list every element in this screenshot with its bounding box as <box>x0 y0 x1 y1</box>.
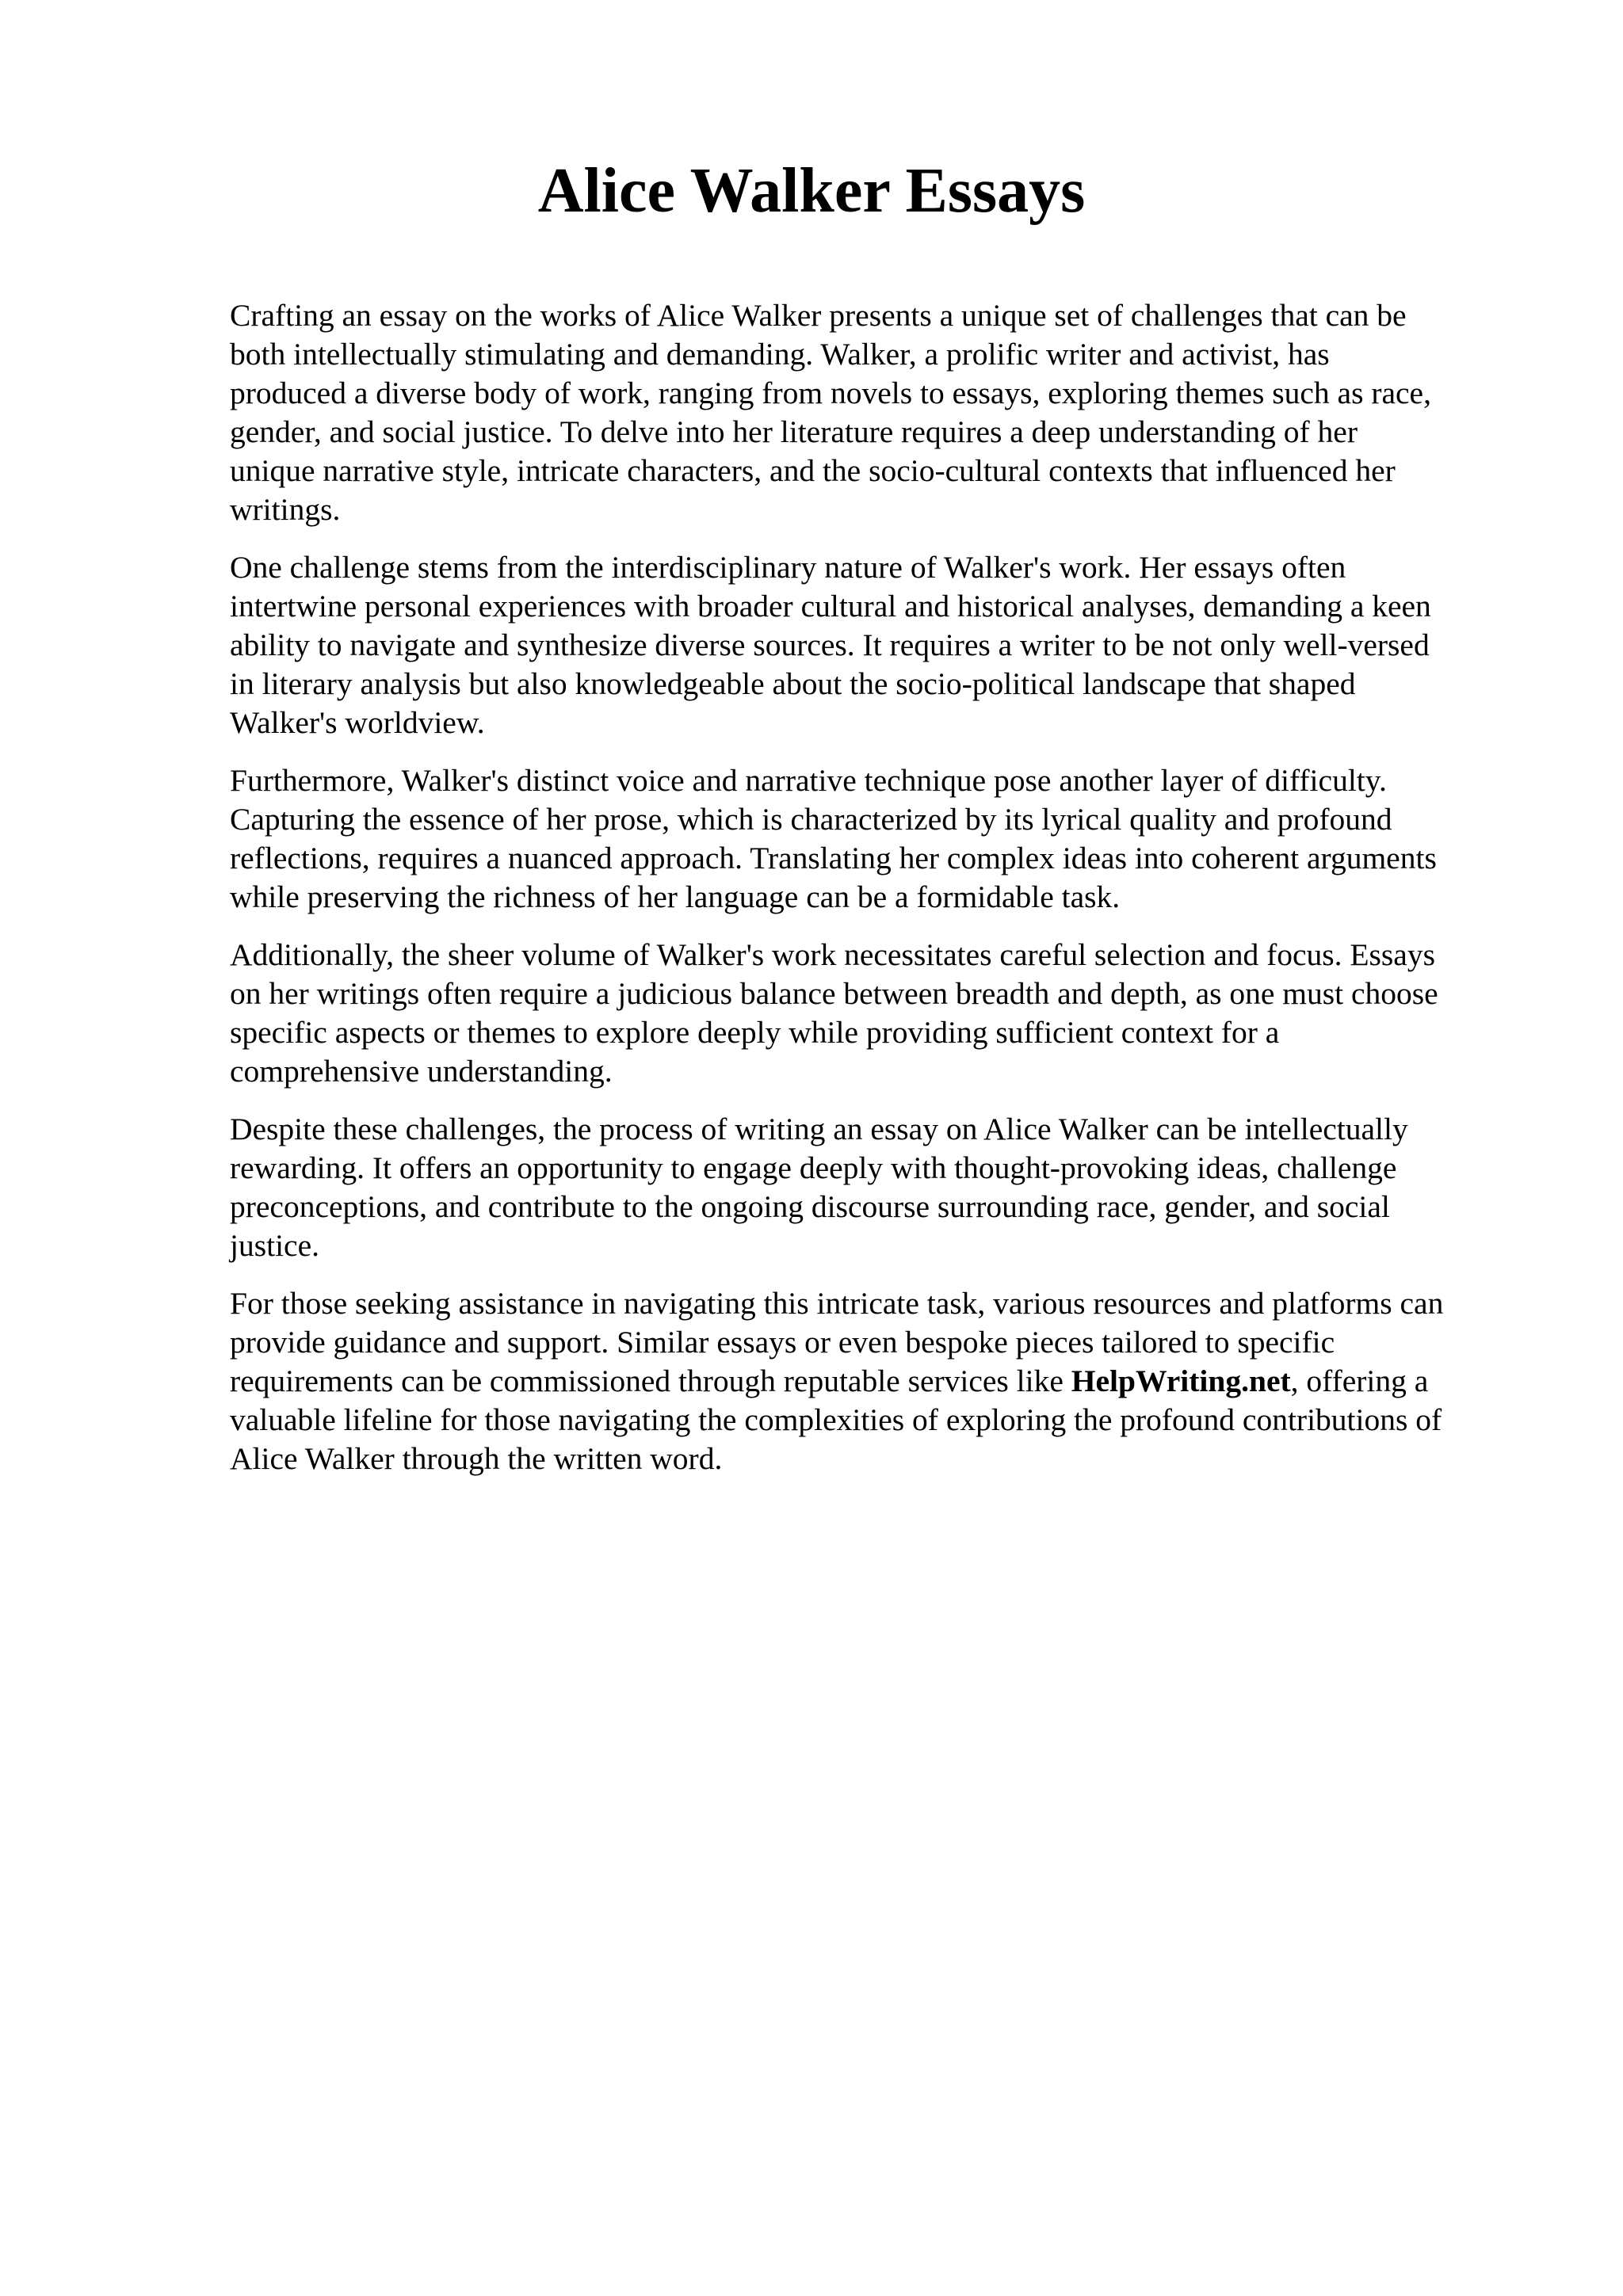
text-line: unique narrative style, intricate characters, and the socio-cultural contexts that influenced her <box>230 453 1396 488</box>
helpwriting-link[interactable]: HelpWriting.net <box>1071 1363 1291 1398</box>
text-line: For those seeking assistance in navigating this intricate task, various resources and platforms can <box>230 1286 1444 1321</box>
text-segment: requirements can be commissioned through reputable services like <box>230 1363 1071 1398</box>
paragraph-rewarding <box>230 1110 1529 1265</box>
text-line: comprehensive understanding. <box>230 1054 613 1089</box>
text-line: writings. <box>230 492 341 527</box>
text-line: Furthermore, Walker's distinct voice and narrative technique pose another layer of difficulty. <box>230 763 1387 798</box>
text-line: while preserving the richness of her language can be a formidable task. <box>230 879 1121 914</box>
text-line: provide guidance and support. Similar essays or even bespoke pieces tailored to specific <box>230 1325 1335 1360</box>
text-line: Crafting an essay on the works of Alice Walker presents a unique set of challenges that can be <box>230 298 1407 333</box>
document-body <box>230 296 1529 1497</box>
text-line: Despite these challenges, the process of writing an essay on Alice Walker can be intellectually <box>230 1112 1408 1146</box>
text-line: both intellectually stimulating and demanding. Walker, a prolific writer and activist, has <box>230 337 1330 372</box>
text-line: in literary analysis but also knowledgeable about the socio-political landscape that shaped <box>230 666 1356 701</box>
paragraph-interdisciplinary <box>230 548 1529 742</box>
text-line: preconceptions, and contribute to the ongoing discourse surrounding race, gender, and social <box>230 1189 1390 1224</box>
text-line-with-link <box>230 1362 1529 1401</box>
text-line: valuable lifeline for those navigating the complexities of exploring the profound contributions of <box>230 1402 1442 1437</box>
text-line: reflections, requires a nuanced approach. Translating her complex ideas into coherent arguments <box>230 841 1437 875</box>
page-title: Alice Walker Essays <box>537 156 1086 226</box>
text-line: on her writings often require a judicious balance between breadth and depth, as one must choose <box>230 976 1438 1011</box>
text-line: One challenge stems from the interdisciplinary nature of Walker's work. Her essays often <box>230 550 1346 585</box>
text-line: Walker's worldview. <box>230 705 485 740</box>
text-line: Capturing the essence of her prose, which is characterized by its lyrical quality and profound <box>230 802 1392 837</box>
text-line: Additionally, the sheer volume of Walker's work necessitates careful selection and focus. Essays <box>230 937 1435 972</box>
paragraph-volume <box>230 936 1529 1091</box>
paragraph-assistance <box>230 1284 1529 1478</box>
text-line: specific aspects or themes to explore deeply while providing sufficient context for a <box>230 1015 1280 1050</box>
text-segment: , offering a <box>1290 1363 1429 1398</box>
text-line: Alice Walker through the written word. <box>230 1441 723 1476</box>
text-line: intertwine personal experiences with broader cultural and historical analyses, demanding a keen <box>230 589 1431 624</box>
text-line: produced a diverse body of work, ranging from novels to essays, exploring themes such as race, <box>230 376 1431 410</box>
text-line: rewarding. It offers an opportunity to engage deeply with thought-provoking ideas, challenge <box>230 1150 1397 1185</box>
text-line: ability to navigate and synthesize diverse sources. It requires a writer to be not only well-versed <box>230 627 1430 662</box>
text-line: gender, and social justice. To delve into her literature requires a deep understanding of her <box>230 414 1358 449</box>
paragraph-voice <box>230 761 1529 917</box>
paragraph-intro <box>230 296 1529 529</box>
text-line: justice. <box>230 1228 319 1263</box>
